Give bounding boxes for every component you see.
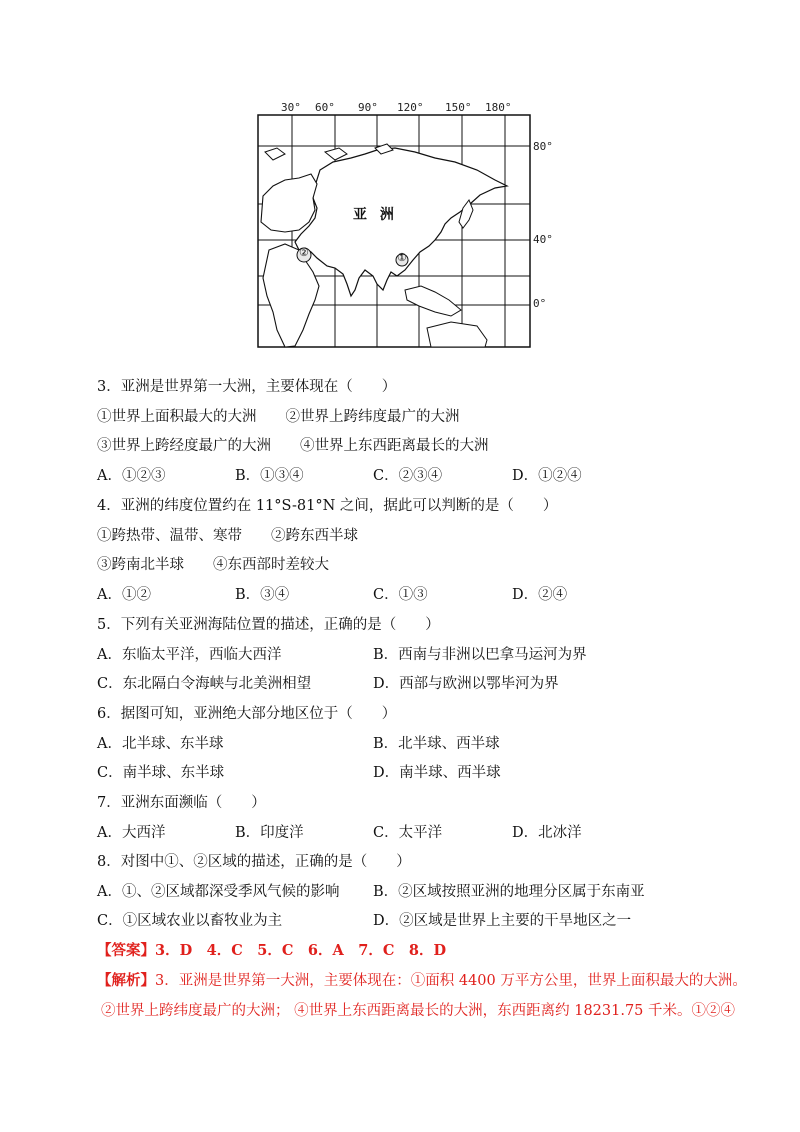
region-label-asia: 亚 洲 <box>353 207 398 223</box>
q4-option-c: C．①③ <box>373 587 428 603</box>
asia-map <box>255 100 560 350</box>
lon-label-60: 60° <box>315 101 335 114</box>
q4-statement-2: ③跨南北半球 ④东西部时差较大 <box>97 557 329 573</box>
map-graphic <box>255 100 560 350</box>
q3-option-a: A．①②③ <box>97 468 166 484</box>
q4-option-b: B．③④ <box>235 587 290 603</box>
q5-option-a: A．东临太平洋，西临大西洋 <box>97 647 282 663</box>
q8-option-d: D．②区域是世界上主要的干旱地区之一 <box>373 913 632 929</box>
analysis-tag: 【解析】 <box>97 972 155 989</box>
q7-option-a: A．大西洋 <box>97 825 166 841</box>
q3-option-c: C．②③④ <box>373 468 443 484</box>
q5-option-b: B．西南与非洲以巴拿马运河为界 <box>373 647 587 663</box>
q3-stem: 3．亚洲是世界第一大洲，主要体现在（ ） <box>97 379 397 395</box>
lon-label-30: 30° <box>281 101 301 114</box>
answer-line <box>97 941 446 961</box>
q7-stem: 7．亚洲东面濒临（ ） <box>97 795 266 811</box>
lat-label-80: 80° <box>533 140 553 153</box>
q6-option-a: A．北半球、东半球 <box>97 736 224 752</box>
q5-option-d: D．西部与欧洲以鄂毕河为界 <box>373 676 559 692</box>
q3-option-d: D．①②④ <box>512 468 582 484</box>
lat-label-0: 0° <box>533 297 547 310</box>
map-marker-2: ② <box>299 246 309 259</box>
lon-label-150: 150° <box>445 101 472 114</box>
q4-option-a: A．①② <box>97 587 151 603</box>
q7-option-d: D．北冰洋 <box>512 825 582 841</box>
q6-stem: 6．据图可知，亚洲绝大部分地区位于（ ） <box>97 706 397 722</box>
q8-option-c: C．①区域农业以畜牧业为主 <box>97 913 283 929</box>
lon-label-120: 120° <box>397 101 424 114</box>
analysis-text-1: 3．亚洲是世界第一大洲，主要体现在：①面积 4400 万平方公里，世界上面积最大的大洲。 <box>155 973 747 989</box>
q4-option-d: D．②④ <box>512 587 568 603</box>
answer-tag: 【答案】 <box>97 942 155 959</box>
q8-stem: 8．对图中①、②区域的描述，正确的是（ ） <box>97 854 411 870</box>
analysis-line-1 <box>97 971 747 991</box>
lon-label-180: 180° <box>485 101 512 114</box>
q7-option-c: C．太平洋 <box>373 825 443 841</box>
map-marker-1: ① <box>397 251 407 264</box>
q3-option-b: B．①③④ <box>235 468 304 484</box>
analysis-line-2: ②世界上跨纬度最广的大洲； ④世界上东西距离最长的大洲，东西距离约 18231.75 千米。①②④ <box>101 1003 736 1019</box>
q5-option-c: C．东北隔白令海峡与北美洲相望 <box>97 676 312 692</box>
lat-label-40: 40° <box>533 233 553 246</box>
q3-statement-1: ①世界上面积最大的大洲 ②世界上跨纬度最广的大洲 <box>97 409 460 425</box>
q6-option-b: B．北半球、西半球 <box>373 736 500 752</box>
q6-option-c: C．南半球、东半球 <box>97 765 225 781</box>
q8-option-a: A．①、②区域都深受季风气候的影响 <box>97 884 340 900</box>
q8-option-b: B．②区域按照亚洲的地理分区属于东南亚 <box>373 884 645 900</box>
lon-label-90: 90° <box>358 101 378 114</box>
q3-statement-2: ③世界上跨经度最广的大洲 ④世界上东西距离最长的大洲 <box>97 438 489 454</box>
q5-stem: 5．下列有关亚洲海陆位置的描述，正确的是（ ） <box>97 617 440 633</box>
answer-text: 3．D 4．C 5．C 6．A 7．C 8．D <box>155 942 447 959</box>
q4-stem: 4．亚洲的纬度位置约在 11°S-81°N 之间，据此可以判断的是（ ） <box>97 498 558 514</box>
q7-option-b: B．印度洋 <box>235 825 304 841</box>
q6-option-d: D．南半球、西半球 <box>373 765 501 781</box>
q4-statement-1: ①跨热带、温带、寒带 ②跨东西半球 <box>97 528 358 544</box>
